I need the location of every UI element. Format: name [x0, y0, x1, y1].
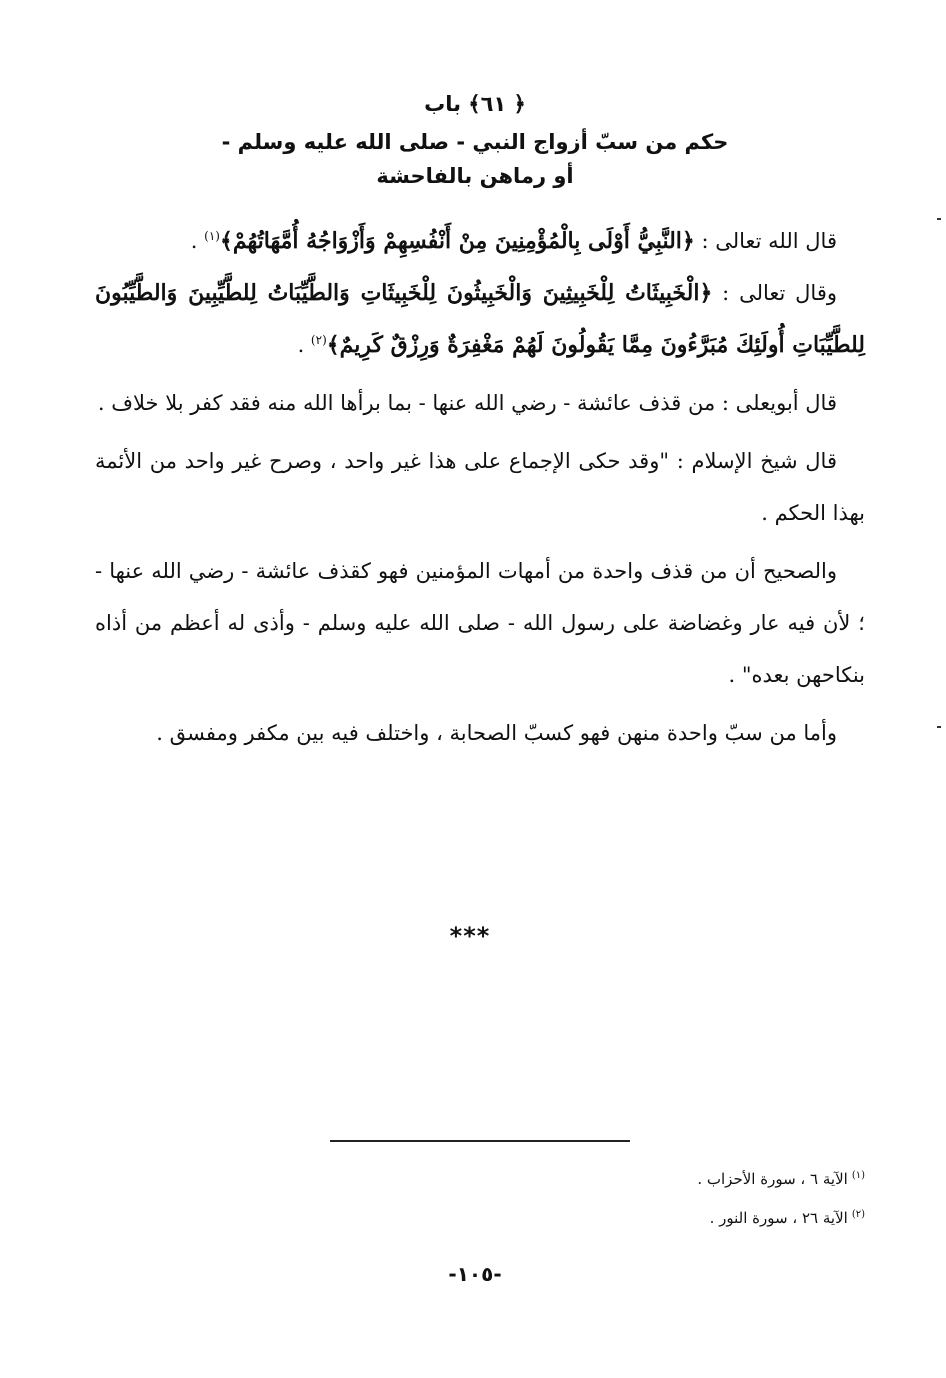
chapter-number: ﴿ ٦١﴾ باب: [424, 92, 526, 116]
verse-1-end: .: [190, 229, 205, 253]
paragraph-shaykh-al-islam: قال شيخ الإسلام : "وقد حكى الإجماع على هذا غير واحد ، وصرح غير واحد من الأئمة بهذا الحكم .: [95, 449, 865, 525]
paragraph-correct-view: والصحيح أن من قذف واحدة من أمهات المؤمنين فهو كقذف عائشة - رضي الله عنها - ؛ لأن فيه عار وغضاضة على رسول الله - صلى الله عليه وسلم - وأذى له أعظم من أذاه بنكاحهن بعده" .: [95, 559, 865, 687]
verse-2-end: .: [297, 333, 311, 357]
paragraph-abu-yala: قال أبويعلى : من قذف عائشة - رضي الله عنها - بما برأها الله منه فقد كفر بلا خلاف .: [97, 391, 837, 415]
verse-1-intro: قال الله تعالى :: [694, 229, 837, 253]
verse-2-intro: وقال تعالى :: [712, 281, 838, 305]
quran-verse-1: ﴿النَّبِيُّ أَوْلَى بِالْمُؤْمِنِينَ مِنْ أَنْفُسِهِمْ وَأَزْوَاجُهُ أُمَّهَاتُهُمْ﴾: [219, 228, 695, 254]
chapter-title-line-1: حكم من سبّ أزواج النبي - صلى الله عليه وسلم -: [221, 130, 729, 154]
quran-verse-2: ﴿الْخَبِيثَاتُ لِلْخَبِيثِينَ وَالْخَبِيثُونَ لِلْخَبِيثَاتِ وَالطَّيِّبَاتُ لِلطَّيِّبِينَ وَالطَّيِّبُونَ لِلطَّيِّبَاتِ أُولَئِكَ مُبَرَّءُونَ مِمَّا يَقُولُونَ لَهُمْ مَغْفِرَةٌ وَرِزْقٌ كَرِيمٌ﴾: [95, 280, 865, 358]
scan-edge-mark: [937, 218, 941, 220]
page-number: -١٠٥-: [448, 1262, 502, 1286]
section-separator: ***: [449, 922, 491, 950]
main-text: [95, 215, 865, 765]
footnote-1: [300, 1158, 865, 1197]
paragraph-verse-1: [95, 215, 865, 267]
paragraph-verse-2: [95, 267, 865, 371]
footnote-1-text: الآية ٦ ، سورة الأحزاب .: [697, 1170, 848, 1188]
footnote-2: [300, 1197, 865, 1236]
scan-edge-mark: [937, 726, 941, 728]
paragraph-insulting: وأما من سبّ واحدة منهن فهو كسبّ الصحابة ، واختلف فيه بين مكفر ومفسق .: [156, 721, 837, 745]
footnote-ref-2[interactable]: (٢): [310, 333, 327, 347]
chapter-title-line-2: أو رماهن بالفاحشة: [376, 164, 574, 188]
footnote-2-marker: (٢): [851, 1209, 865, 1220]
footnote-divider: [330, 1140, 630, 1142]
footnote-1-marker: (١): [851, 1170, 865, 1181]
footnote-ref-1[interactable]: (١): [204, 229, 220, 243]
footnotes: [300, 1158, 865, 1236]
footnote-2-text: الآية ٢٦ ، سورة النور .: [709, 1209, 848, 1227]
